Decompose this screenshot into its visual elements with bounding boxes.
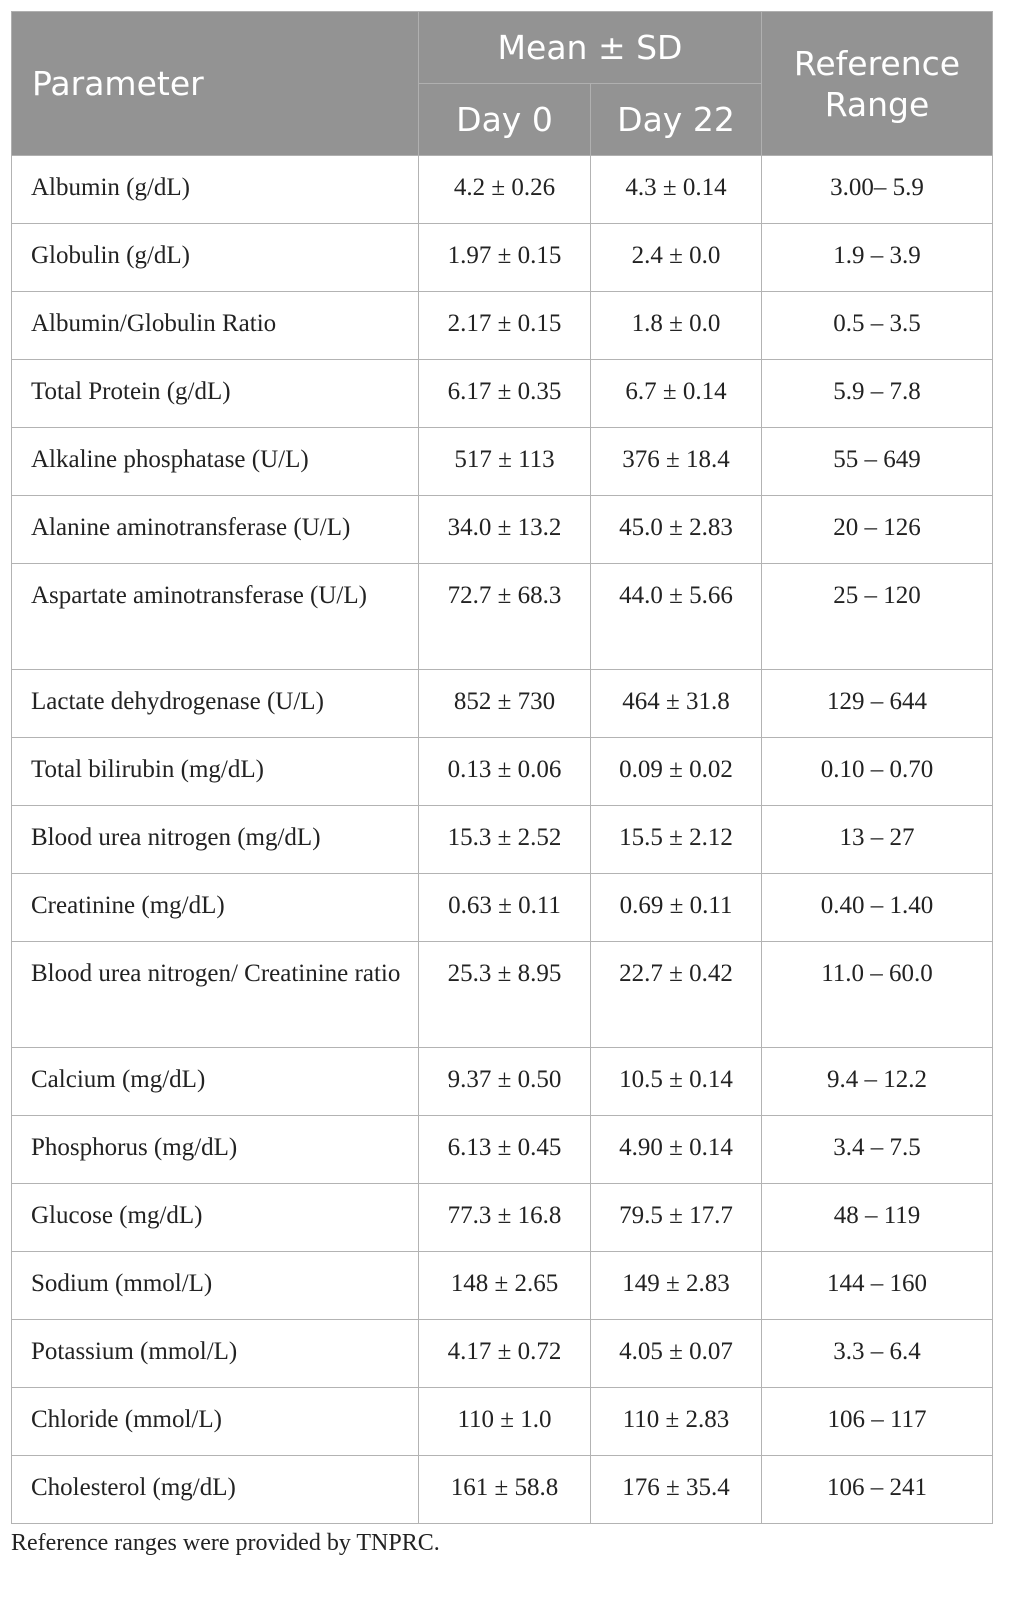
day22-cell: 4.90 ± 0.14 <box>591 1116 762 1184</box>
range-cell: 129 – 644 <box>762 670 993 738</box>
range-cell: 106 – 117 <box>762 1388 993 1456</box>
day0-cell: 2.17 ± 0.15 <box>419 292 591 360</box>
day22-cell: 376 ± 18.4 <box>591 428 762 496</box>
parameter-cell: Lactate dehydrogenase (U/L) <box>12 670 419 738</box>
parameter-cell: Blood urea nitrogen/ Creatinine ratio <box>12 942 419 1048</box>
parameter-cell: Alanine aminotransferase (U/L) <box>12 496 419 564</box>
results-table-container <box>11 11 992 1524</box>
day22-cell: 0.09 ± 0.02 <box>591 738 762 806</box>
day0-cell: 6.17 ± 0.35 <box>419 360 591 428</box>
header-day22: Day 22 <box>591 84 762 156</box>
day0-cell: 0.63 ± 0.11 <box>419 874 591 942</box>
parameter-cell: Alkaline phosphatase (U/L) <box>12 428 419 496</box>
day22-cell: 44.0 ± 5.66 <box>591 564 762 670</box>
day22-cell: 149 ± 2.83 <box>591 1252 762 1320</box>
range-cell: 5.9 – 7.8 <box>762 360 993 428</box>
day22-cell: 110 ± 2.83 <box>591 1388 762 1456</box>
table-row <box>12 1388 993 1456</box>
table-body <box>12 156 993 1524</box>
day22-cell: 1.8 ± 0.0 <box>591 292 762 360</box>
table-row <box>12 806 993 874</box>
table-row <box>12 1116 993 1184</box>
header-parameter: Parameter <box>12 12 419 156</box>
table-row <box>12 224 993 292</box>
header-day0: Day 0 <box>419 84 591 156</box>
range-cell: 25 – 120 <box>762 564 993 670</box>
day22-cell: 79.5 ± 17.7 <box>591 1184 762 1252</box>
day0-cell: 852 ± 730 <box>419 670 591 738</box>
range-cell: 3.3 – 6.4 <box>762 1320 993 1388</box>
day22-cell: 10.5 ± 0.14 <box>591 1048 762 1116</box>
day0-cell: 15.3 ± 2.52 <box>419 806 591 874</box>
table-row <box>12 738 993 806</box>
day0-cell: 6.13 ± 0.45 <box>419 1116 591 1184</box>
parameter-cell: Blood urea nitrogen (mg/dL) <box>12 806 419 874</box>
range-cell: 20 – 126 <box>762 496 993 564</box>
table-row <box>12 156 993 224</box>
header-mean-sd: Mean ± SD <box>419 12 762 84</box>
table-row <box>12 564 993 670</box>
range-cell: 106 – 241 <box>762 1456 993 1524</box>
day22-cell: 2.4 ± 0.0 <box>591 224 762 292</box>
parameter-cell: Albumin/Globulin Ratio <box>12 292 419 360</box>
footnote: Reference ranges were provided by TNPRC. <box>11 1530 440 1556</box>
range-cell: 11.0 – 60.0 <box>762 942 993 1048</box>
table-row <box>12 292 993 360</box>
parameter-cell: Potassium (mmol/L) <box>12 1320 419 1388</box>
day0-cell: 148 ± 2.65 <box>419 1252 591 1320</box>
range-cell: 0.5 – 3.5 <box>762 292 993 360</box>
parameter-cell: Calcium (mg/dL) <box>12 1048 419 1116</box>
day22-cell: 464 ± 31.8 <box>591 670 762 738</box>
range-cell: 48 – 119 <box>762 1184 993 1252</box>
parameter-cell: Chloride (mmol/L) <box>12 1388 419 1456</box>
day22-cell: 4.3 ± 0.14 <box>591 156 762 224</box>
parameter-cell: Total Protein (g/dL) <box>12 360 419 428</box>
parameter-cell: Sodium (mmol/L) <box>12 1252 419 1320</box>
table-row <box>12 1456 993 1524</box>
day0-cell: 4.17 ± 0.72 <box>419 1320 591 1388</box>
parameter-cell: Aspartate aminotransferase (U/L) <box>12 564 419 670</box>
parameter-cell: Cholesterol (mg/dL) <box>12 1456 419 1524</box>
day22-cell: 15.5 ± 2.12 <box>591 806 762 874</box>
table-header <box>12 12 993 156</box>
day0-cell: 4.2 ± 0.26 <box>419 156 591 224</box>
table-row <box>12 1048 993 1116</box>
day0-cell: 517 ± 113 <box>419 428 591 496</box>
day22-cell: 45.0 ± 2.83 <box>591 496 762 564</box>
header-reference-range: Reference Range <box>762 12 993 156</box>
range-cell: 3.4 – 7.5 <box>762 1116 993 1184</box>
parameter-cell: Creatinine (mg/dL) <box>12 874 419 942</box>
table-row <box>12 1320 993 1388</box>
table-row <box>12 670 993 738</box>
day0-cell: 1.97 ± 0.15 <box>419 224 591 292</box>
day22-cell: 22.7 ± 0.42 <box>591 942 762 1048</box>
results-table <box>11 11 993 1524</box>
day0-cell: 72.7 ± 68.3 <box>419 564 591 670</box>
day0-cell: 34.0 ± 13.2 <box>419 496 591 564</box>
day22-cell: 4.05 ± 0.07 <box>591 1320 762 1388</box>
parameter-cell: Total bilirubin (mg/dL) <box>12 738 419 806</box>
table-row <box>12 1184 993 1252</box>
day0-cell: 161 ± 58.8 <box>419 1456 591 1524</box>
day22-cell: 176 ± 35.4 <box>591 1456 762 1524</box>
parameter-cell: Globulin (g/dL) <box>12 224 419 292</box>
table-row <box>12 428 993 496</box>
table-row <box>12 360 993 428</box>
table-row <box>12 1252 993 1320</box>
parameter-cell: Albumin (g/dL) <box>12 156 419 224</box>
range-cell: 144 – 160 <box>762 1252 993 1320</box>
range-cell: 0.40 – 1.40 <box>762 874 993 942</box>
day0-cell: 25.3 ± 8.95 <box>419 942 591 1048</box>
day0-cell: 0.13 ± 0.06 <box>419 738 591 806</box>
range-cell: 3.00– 5.9 <box>762 156 993 224</box>
day0-cell: 77.3 ± 16.8 <box>419 1184 591 1252</box>
parameter-cell: Phosphorus (mg/dL) <box>12 1116 419 1184</box>
day0-cell: 110 ± 1.0 <box>419 1388 591 1456</box>
range-cell: 9.4 – 12.2 <box>762 1048 993 1116</box>
day22-cell: 0.69 ± 0.11 <box>591 874 762 942</box>
parameter-cell: Glucose (mg/dL) <box>12 1184 419 1252</box>
day22-cell: 6.7 ± 0.14 <box>591 360 762 428</box>
range-cell: 13 – 27 <box>762 806 993 874</box>
range-cell: 0.10 – 0.70 <box>762 738 993 806</box>
table-row <box>12 496 993 564</box>
day0-cell: 9.37 ± 0.50 <box>419 1048 591 1116</box>
range-cell: 1.9 – 3.9 <box>762 224 993 292</box>
range-cell: 55 – 649 <box>762 428 993 496</box>
table-row <box>12 874 993 942</box>
table-row <box>12 942 993 1048</box>
